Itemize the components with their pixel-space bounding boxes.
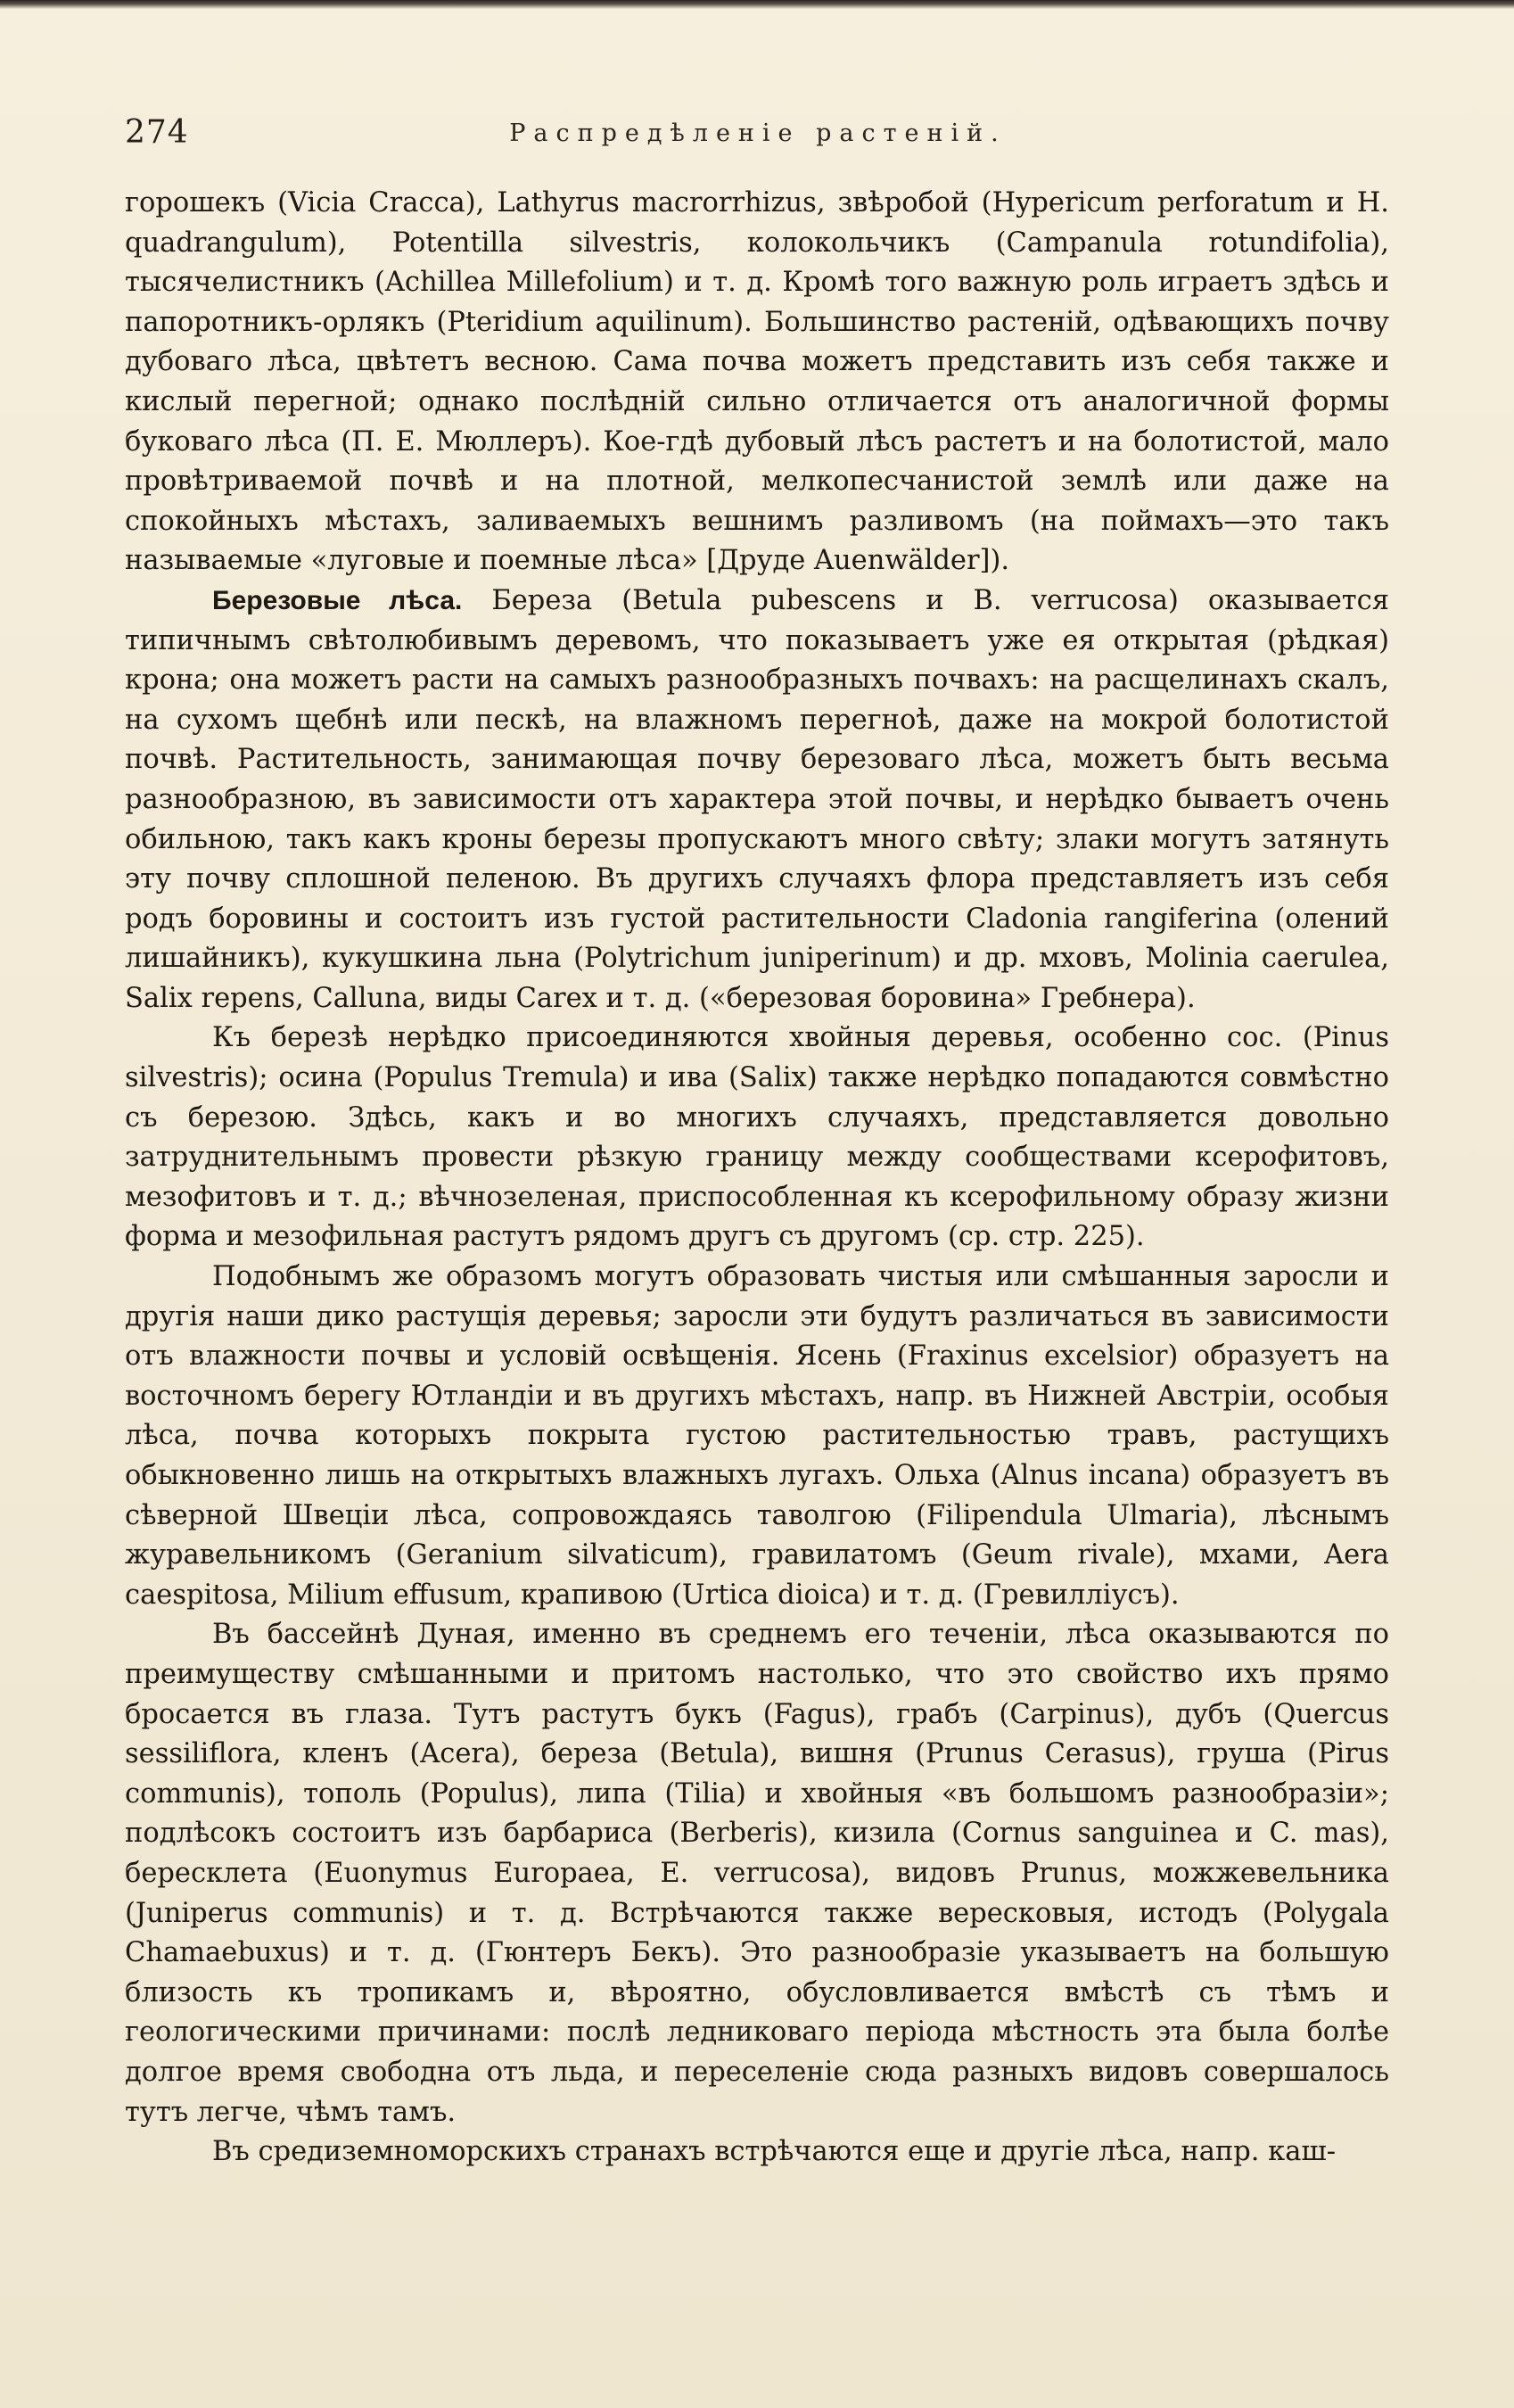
- paragraph-birch-companions: [125, 1018, 1389, 1258]
- paragraph-other-trees: [125, 1258, 1389, 1615]
- paragraph-text: Въ бассейнѣ Дуная, именно въ среднемъ его теченіи, лѣса оказываются по преимуществу смѣшанными и притомъ настолько, что это свойство ихъ прямо бросается въ глаза. Тутъ растутъ букъ (Fagus), грабъ (Carpinus), дубъ (Quercus sessiliflora, кленъ (Acera), береза (Betula), вишня (Prunus Cerasus), груша (Pirus communis), тополь (Populus), липа (Tilia) и хвойныя «въ большомъ разнообразіи»; подлѣсокъ состоитъ изъ барбариса (Berberis), кизила (Cornus sanguinea и C. mas), бересклета (Euonymus Europaea, E. verrucosa), видовъ Prunus, можжевельника (Juniperus communis) и т. д. Встрѣчаются также вересковыя, истодъ (Polygala Chamaebuxus) и т. д. (Гюнтеръ Бекъ). Это разнообразіе указываетъ на большую близость къ тропикамъ и, вѣроятно, обусловливается вмѣстѣ съ тѣмъ и геологическими причинами: послѣ ледниковаго періода мѣстность эта была болѣе долгое время свободна отъ льда, и переселеніе сюда разныхъ видовъ совершалось тутъ легче, чѣмъ тамъ.: [125, 1619, 1389, 2128]
- page-number: 274: [125, 114, 189, 151]
- running-title: Распредѣленіе растеній.: [509, 120, 1007, 147]
- page-top-edge: [0, 0, 1514, 9]
- paragraph-text: Береза (Betula pubescens и B. verrucosa) оказывается типичнымъ свѣтолюбивымъ деревомъ, что показываетъ уже ея открытая (рѣдкая) крона; она можетъ расти на самыхъ разнообразныхъ почвахъ: на расщелинахъ скалъ, на сухомъ щебнѣ или пескѣ, на влажномъ перегноѣ, даже на мокрой болотистой почвѣ. Растительность, занимающая почву березоваго лѣса, можетъ быть весьма разнообразною, въ зависимости отъ характера этой почвы, и нерѣдко бываетъ очень обильною, такъ какъ кроны березы пропускаютъ много свѣту; злаки могутъ затянуть эту почву сплошной пеленою. Въ другихъ случаяхъ флора представляетъ изъ себя родъ боровины и состоитъ изъ густой растительности Cladonia rangiferina (олений лишайникъ), кукушкина льна (Polytrichum juniperinum) и др. мховъ, Molinia caerulea, Salix repens, Calluna, виды Carex и т. д. («березовая боровина» Гребнера).: [125, 584, 1389, 1014]
- paragraph-text: Подобнымъ же образомъ могутъ образовать чистыя или смѣшанныя заросли и другія наши дико растущія деревья; заросли эти будутъ различаться въ зависимости отъ влажности почвы и условій освѣщенія. Ясень (Fraxinus excelsior) образуетъ на восточномъ берегу Ютландіи и въ другихъ мѣстахъ, напр. въ Нижней Австріи, особыя лѣса, почва которыхъ покрыта густою растительностью травъ, растущихъ обыкновенно лишь на открытыхъ влажныхъ лугахъ. Ольха (Alnus incana) образуетъ въ сѣверной Швеціи лѣса, сопровождаясь таволгою (Filipendula Ulmaria), лѣснымъ журавельникомъ (Geranium silvaticum), гравилатомъ (Geum rivale), мхами, Aera caespitosa, Milium effusum, крапивою (Urtica dioica) и т. д. (Гревилліусъ).: [125, 1261, 1389, 1611]
- section-heading-birch-forests: Березовые лѣса.: [212, 585, 463, 615]
- body-text: [125, 184, 1389, 2173]
- paragraph-oak-forest-continued: [125, 184, 1389, 581]
- page-header: [125, 112, 1391, 157]
- paragraph-danube-basin: [125, 1615, 1389, 2132]
- paragraph-text: Къ березѣ нерѣдко присоединяются хвойныя деревья, особенно сос. (Pinus silvestris); осина (Populus Tremula) и ива (Salix) также нерѣдко попадаются совмѣстно съ березою. Здѣсь, какъ и во многихъ случаяхъ, представляется довольно затруднительнымъ провести рѣзкую границу между сообществами ксерофитовъ, мезофитовъ и т. д.; вѣчнозеленая, приспособленная къ ксерофильному образу жизни форма и мезофильная растутъ рядомъ другъ съ другомъ (ср. стр. 225).: [125, 1022, 1389, 1253]
- paragraph-text: горошекъ (Vicia Cracca), Lathyrus macrorrhizus, звѣробой (Hypericum perforatum и H. quadrangulum), Potentilla silvestris, колокольчикъ (Campanula rotundifolia), тысячелистникъ (Achillea Millefolium) и т. д. Кромѣ того важную роль играетъ здѣсь и папоротникъ-орлякъ (Pteridium aquilinum). Большинство растеній, одѣвающихъ почву дубоваго лѣса, цвѣтетъ весною. Сама почва можетъ представить изъ себя также и кислый перегной; однако послѣдній сильно отличается отъ аналогичной формы буковаго лѣса (П. Е. Мюллеръ). Кое-гдѣ дубовый лѣсъ растетъ и на болотистой, мало провѣтриваемой почвѣ и на плотной, мелкопесчанистой землѣ или даже на спокойныхъ мѣстахъ, заливаемыхъ вешнимъ разливомъ (на поймахъ—это такъ называемые «луговые и поемные лѣса» [Друде Auenwälder]).: [125, 187, 1389, 577]
- paragraph-mediterranean: [125, 2132, 1389, 2173]
- paragraph-birch-forests: [125, 581, 1389, 1019]
- paragraph-text: Въ средиземноморскихъ странахъ встрѣчаются еще и другіе лѣса, напр. каш-: [212, 2136, 1337, 2168]
